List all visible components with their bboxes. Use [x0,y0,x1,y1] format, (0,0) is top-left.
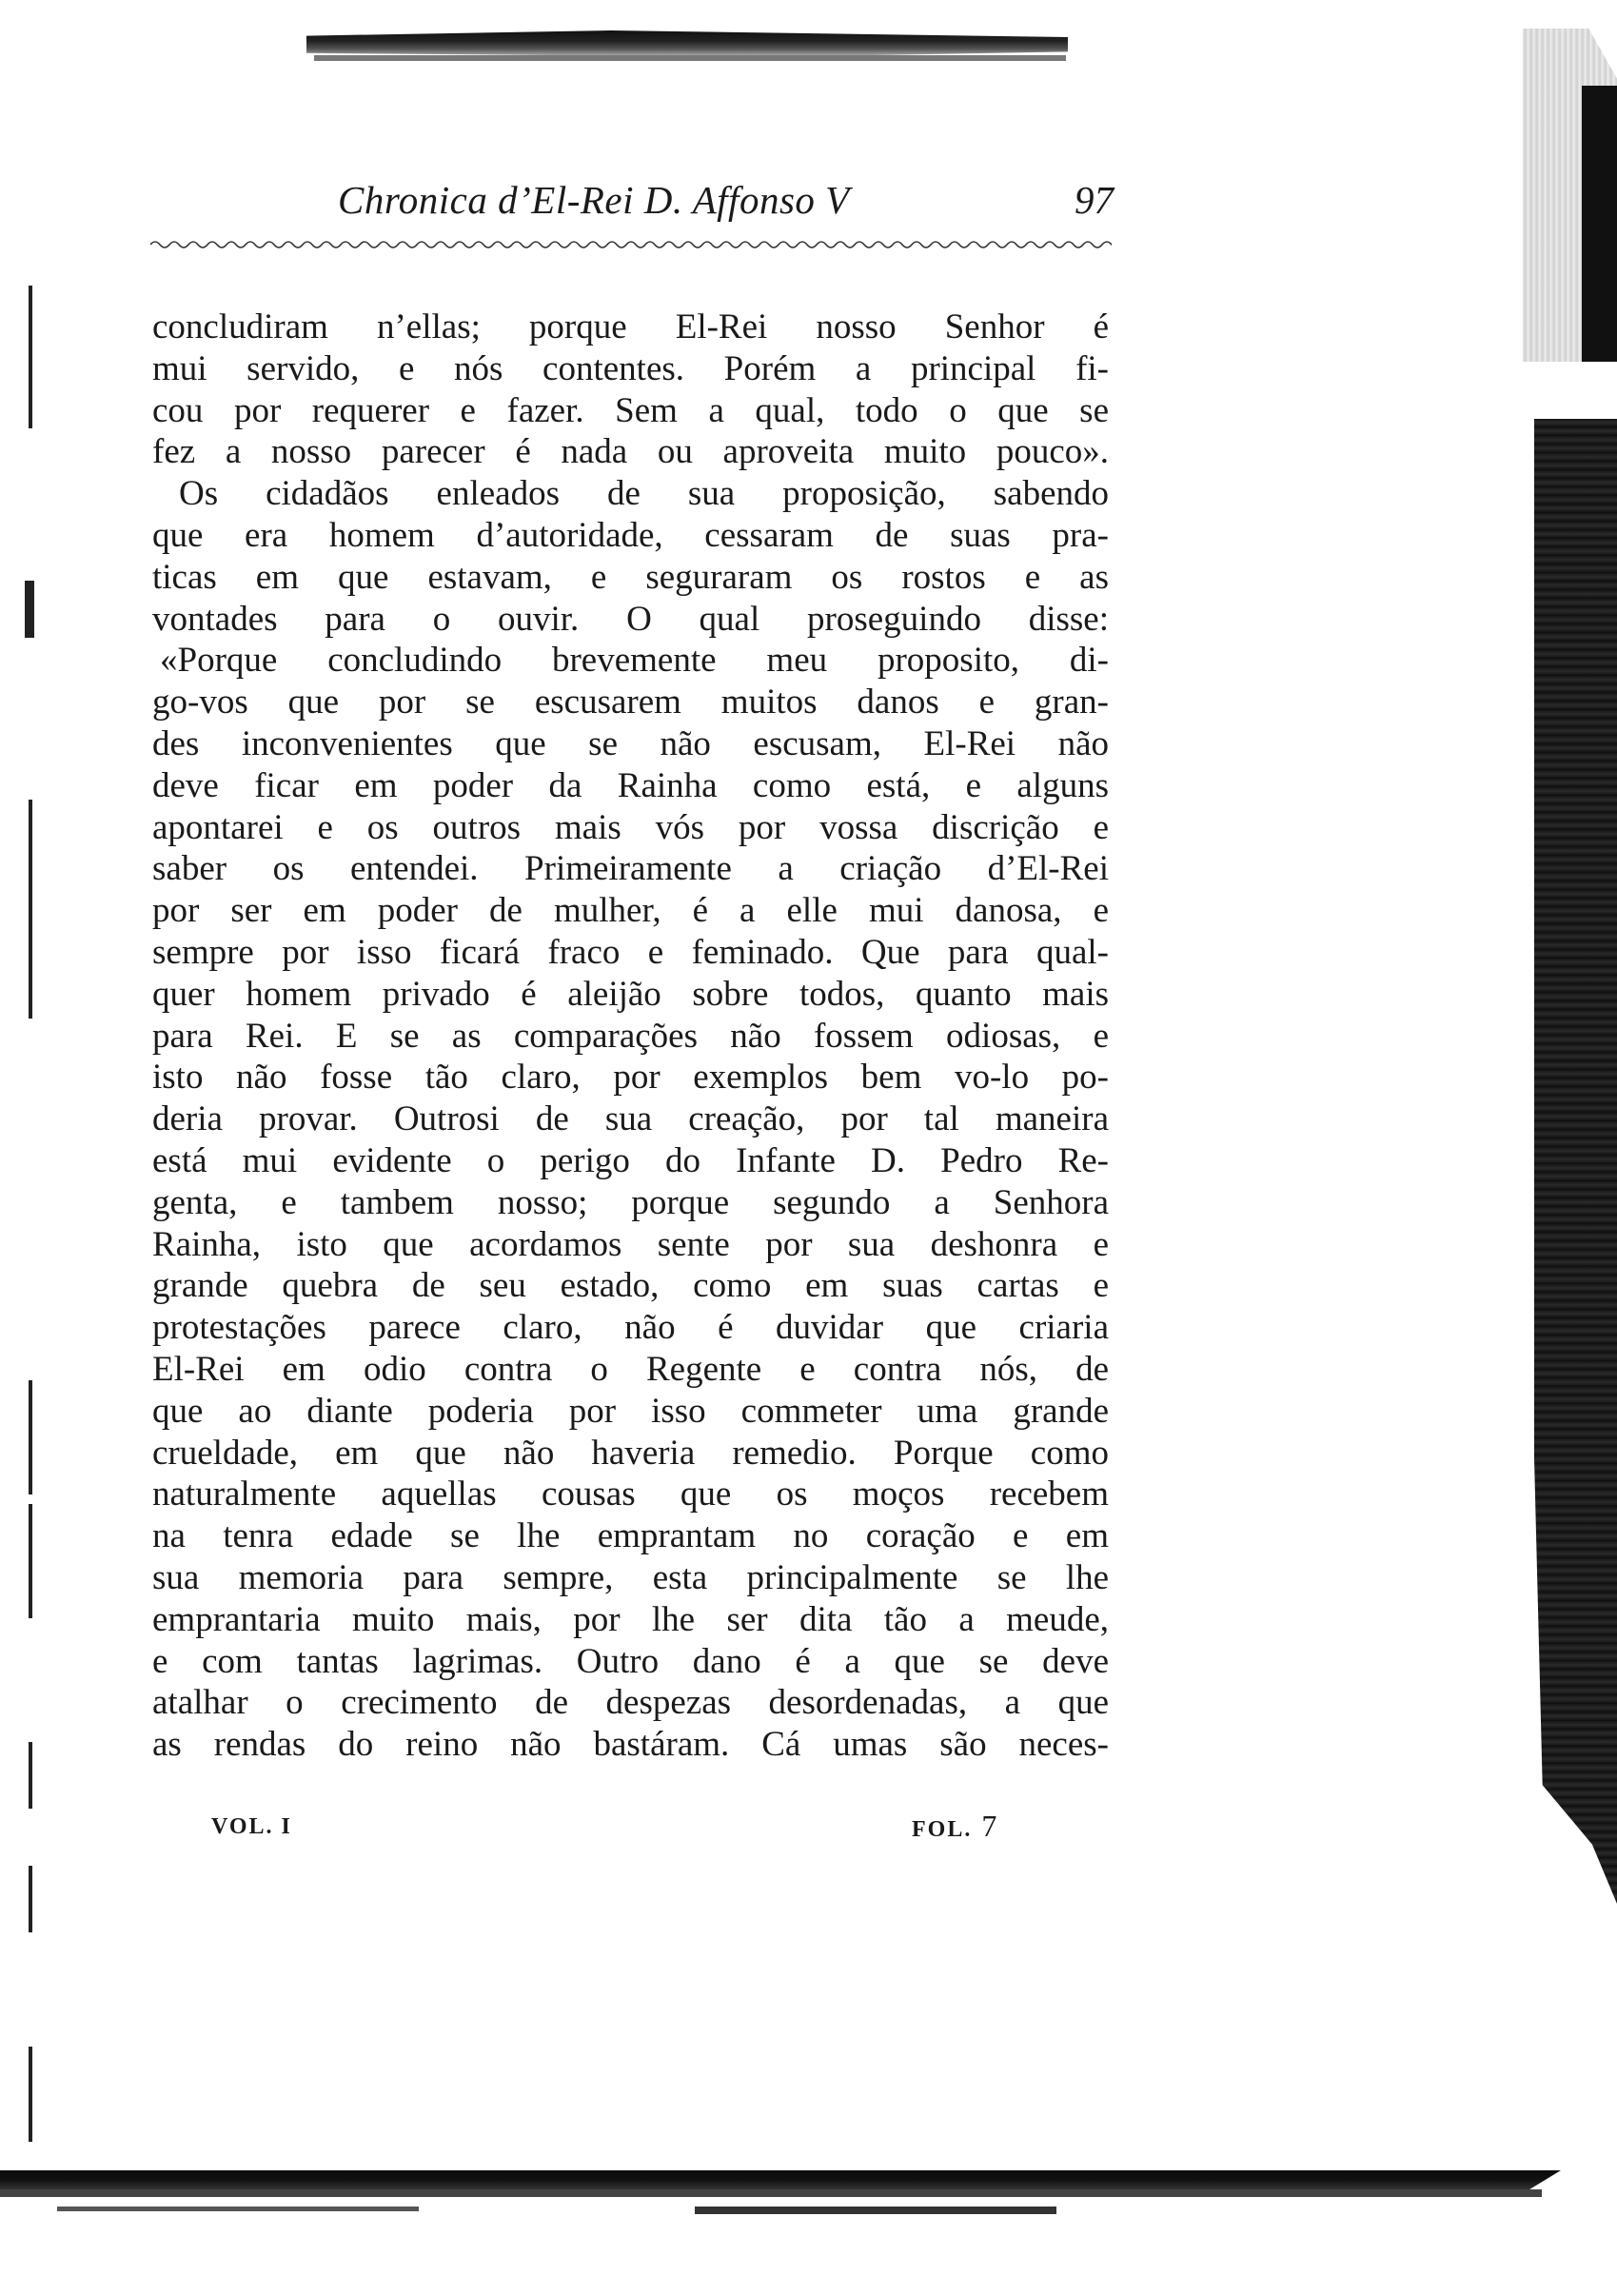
text-line: deria provar. Outrosi de sua creação, por tal maneira [152,1099,1109,1139]
text-line: emprantaria muito mais, por lhe ser dita tão a meude, [152,1599,1109,1639]
scan-bottom-edge-line [695,2207,1056,2214]
text-line: e com tantas lagrimas. Outro dano é a que se deve [152,1641,1109,1681]
text-line: para Rei. E se as comparações não fossem odiosas, e [152,1016,1109,1056]
scan-left-mark [29,1866,32,1932]
text-line: as rendas do reino não bastáram. Cá umas são neces- [152,1725,1109,1765]
text-line: protestações parece claro, não é duvidar que criaria [152,1308,1109,1348]
text-line: apontarei e os outros mais vós por vossa discrição e [152,807,1109,847]
folio-label: FOL. [912,1817,973,1842]
scan-left-mark [29,2047,32,2142]
text-line: genta, e tambem nosso; porque segundo a Senhora [152,1182,1109,1222]
scan-bottom-edge-shadow [0,2170,1561,2189]
text-line: crueldade, em que não haveria remedio. Porque como [152,1433,1109,1473]
scan-left-mark [29,1504,32,1618]
text-line: go-vos que por se escusarem muitos danos e gran- [152,683,1109,722]
scan-right-edge-shadow [1523,29,1617,1942]
text-line: Os cidadãos enleados de sua proposição, sabendo [179,474,1109,514]
text-line: saber os entendei. Primeiramente a criação d’El-Rei [152,849,1109,889]
text-line: ticas em que estavam, e seguraram os rostos e as [152,557,1109,597]
text-line: deve ficar em poder da Rainha como está, e alguns [152,765,1109,805]
text-line: des inconvenientes que se não escusam, El-Rei não [152,723,1109,763]
scan-top-edge-line [314,55,1066,61]
text-line: «Porque concludindo brevemente meu proposito, di- [160,641,1109,681]
text-line: sempre por isso ficará fraco e feminado. Que para qual- [152,932,1109,972]
text-line: por ser em poder de mulher, é a elle mui danosa, e [152,891,1109,931]
scan-right-edge-lower [1534,419,1617,1904]
main-text [152,307,1109,1766]
text-line: quer homem privado é aleijão sobre todos, quanto mais [152,974,1109,1014]
text-line: na tenra edade se lhe emprantam no coração e em [152,1516,1109,1556]
text-line: mui servido, e nós contentes. Porém a principal fi- [152,348,1109,388]
volume-signature: VOL. I [211,1814,292,1839]
text-line: vontades para o ouvir. O qual proseguindo disse: [152,599,1109,639]
running-head [338,177,1114,230]
folio-number: 7 [981,1809,997,1843]
text-line: está mui evidente o perigo do Infante D. Pedro Re- [152,1140,1109,1180]
text-line: El-Rei em odio contra o Regente e contra nós, de [152,1349,1109,1389]
scan-bottom-edge-line [0,2189,1542,2197]
wavy-rule-ornament [150,238,1112,251]
text-line: concludiram n’ellas; porque El-Rei nosso Senhor é [152,307,1109,346]
scan-left-mark [29,1380,32,1494]
page-number: 97 [1075,178,1114,222]
scan-left-mark [29,286,32,428]
scan-left-mark [29,800,32,1019]
text-line: sua memoria para sempre, esta principalmente se lhe [152,1557,1109,1597]
text-line: cou por requerer e fazer. Sem a qual, todo o que se [152,390,1109,430]
scan-top-edge-shadow [306,30,1068,57]
text-line: que era homem d’autoridade, cessaram de suas pra- [152,515,1109,555]
scan-left-mark [25,581,34,638]
folio-signature [912,1809,996,1844]
text-line: grande quebra de seu estado, como em suas cartas e [152,1266,1109,1306]
text-line: atalhar o crecimento de despezas desordenadas, a que [152,1683,1109,1723]
scan-right-edge-upper-dark [1582,86,1617,362]
text-line: que ao diante poderia por isso commeter uma grande [152,1391,1109,1431]
text-line: fez a nosso parecer é nada ou aproveita muito pouco». [152,432,1109,472]
scan-bottom-edge-line [57,2207,419,2211]
running-title: Chronica d’El-Rei D. Affonso V [338,178,850,222]
text-line: isto não fosse tão claro, por exemplos bem vo-lo po- [152,1058,1109,1098]
scan-left-mark [29,1742,32,1809]
text-line: naturalmente aquellas cousas que os moços recebem [152,1475,1109,1514]
text-line: Rainha, isto que acordamos sente por sua deshonra e [152,1224,1109,1264]
